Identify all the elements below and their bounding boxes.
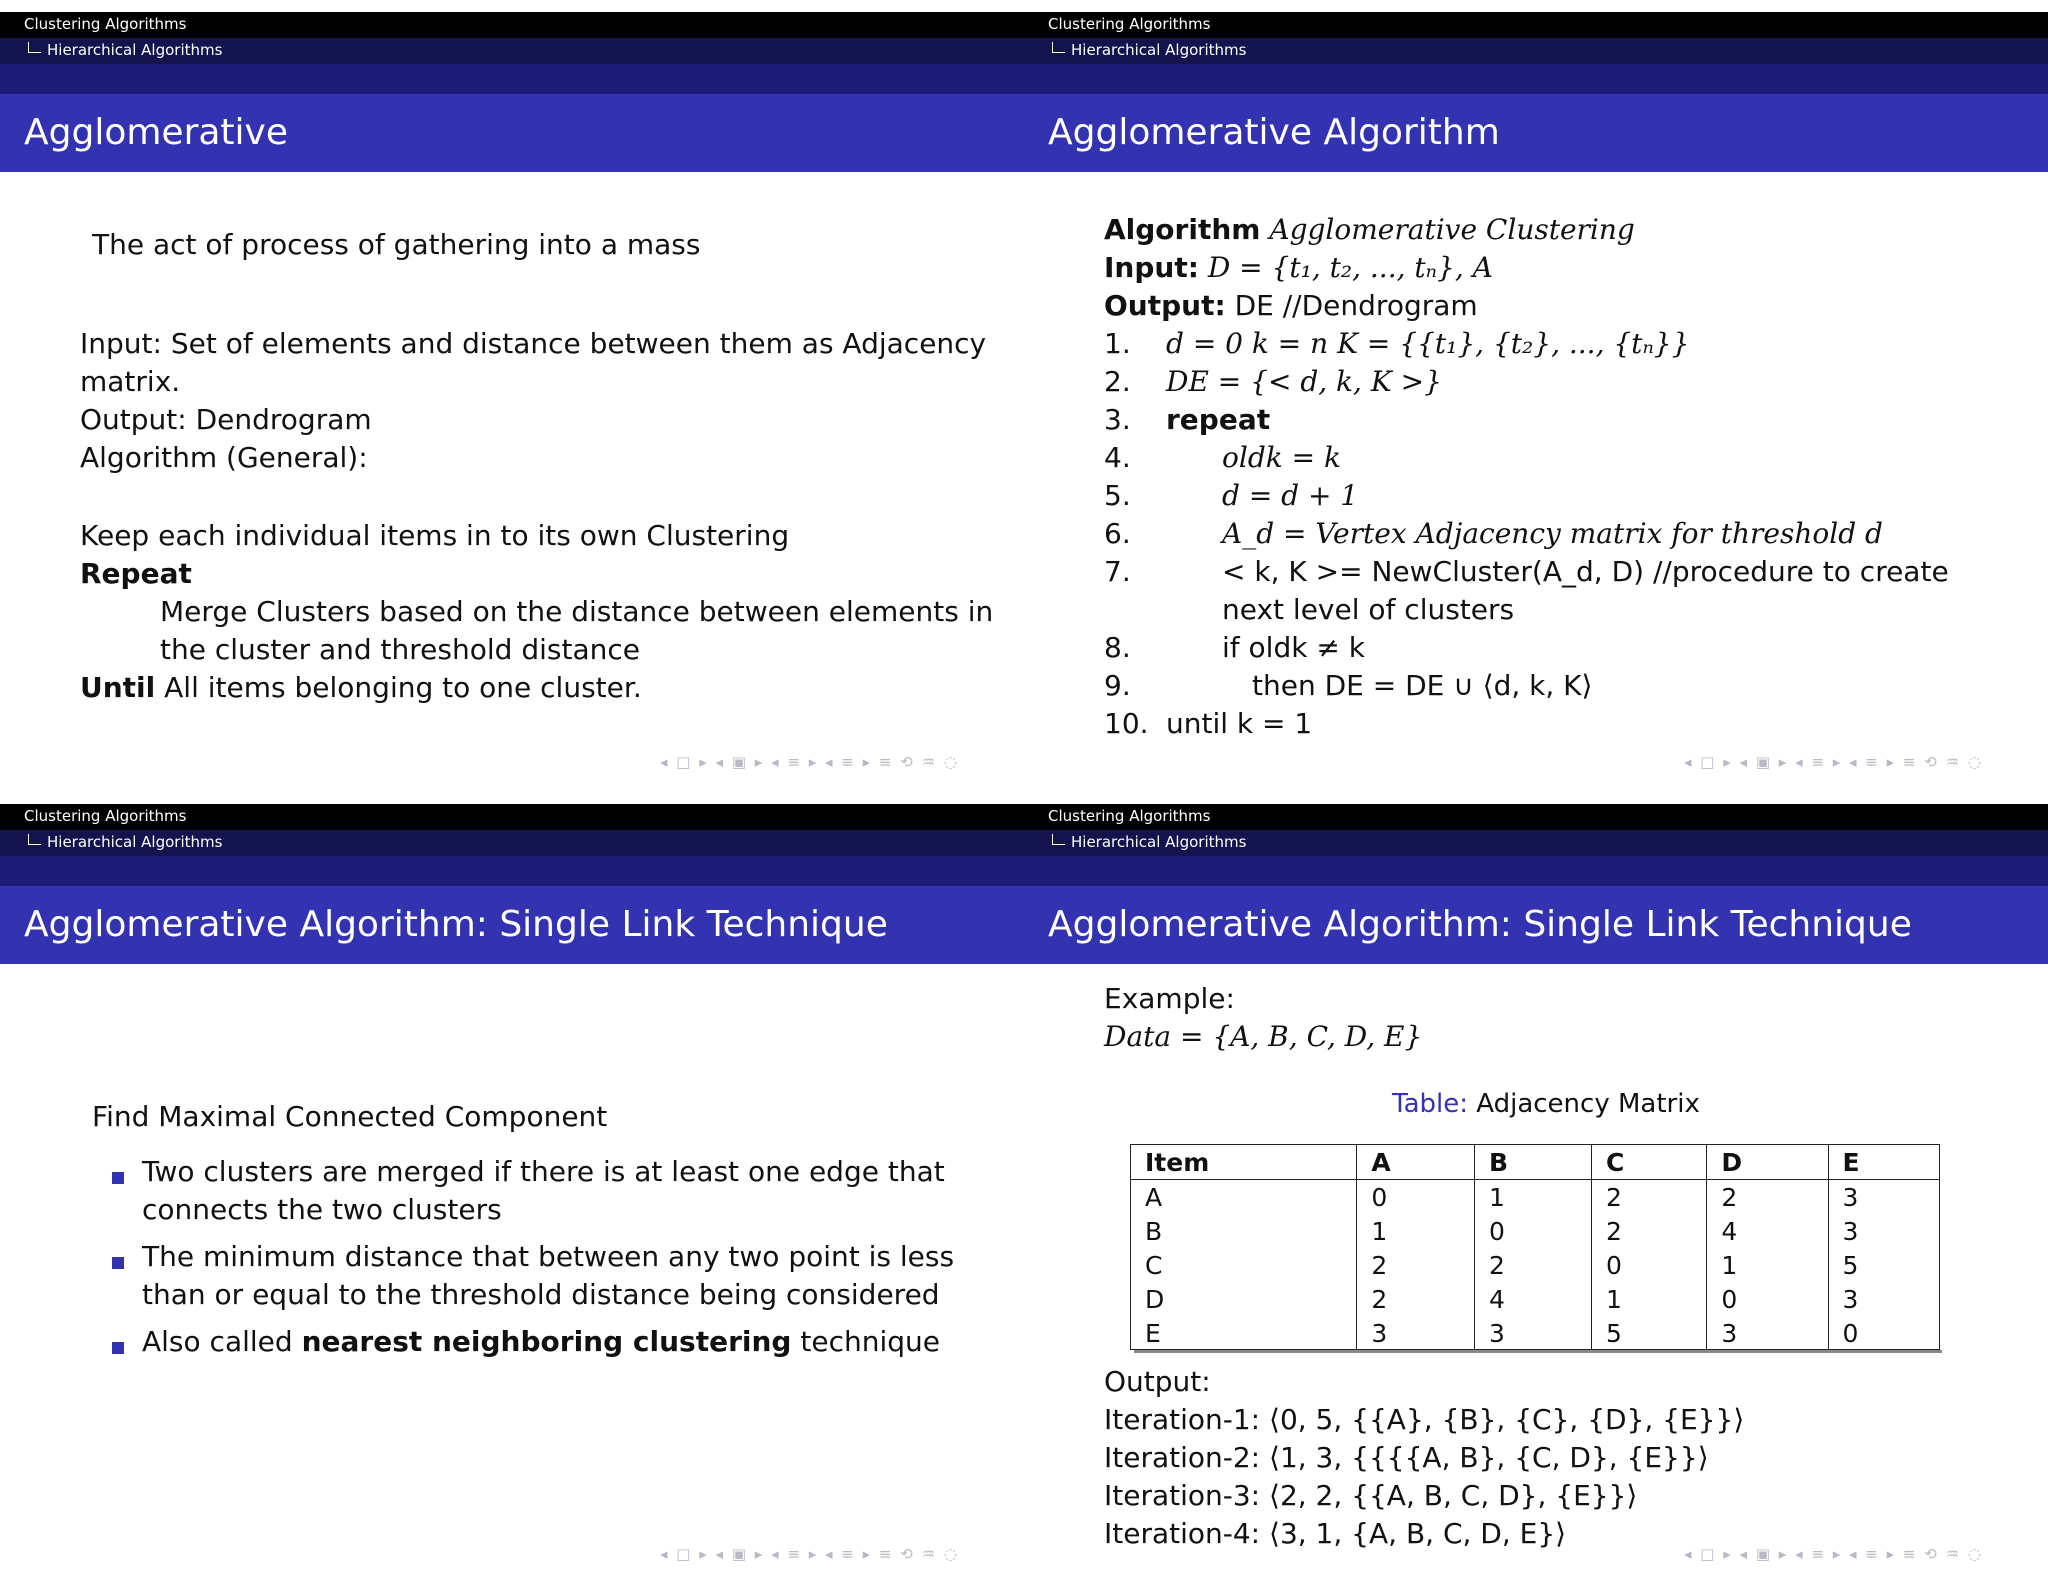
- iteration-line: Iteration-3: ⟨2, 2, {{A, B, C, D}, {E}}⟩: [1104, 1479, 1638, 1512]
- bullet2-line1: The minimum distance that between any two point is less: [142, 1240, 955, 1273]
- table-cell: 2: [1592, 1180, 1707, 1215]
- merge-text-line2: the cluster and threshold distance: [160, 633, 640, 666]
- bullet2-line2: than or equal to the threshold distance being considered: [142, 1278, 940, 1311]
- step-text: DE = {< d, k, K >}: [1166, 365, 1442, 398]
- step-text: < k, K >= NewCluster(A_d, D) //procedure to create: [1222, 555, 1949, 588]
- bullet1-line2: connects the two clusters: [142, 1193, 502, 1226]
- slide-title: Agglomerative: [24, 112, 289, 153]
- table-cell: 1: [1475, 1180, 1592, 1215]
- input-line: Input: D = {t₁, t₂, ..., tₙ}, A: [1104, 251, 1493, 284]
- input-text-line2: matrix.: [80, 365, 181, 398]
- table-cell: 1: [1592, 1282, 1707, 1316]
- step-num: 3.: [1104, 403, 1131, 436]
- table-header-cell: A: [1357, 1145, 1475, 1180]
- output-text: Output: Dendrogram: [80, 403, 372, 436]
- table-header-cell: E: [1828, 1145, 1939, 1180]
- step-num: 7.: [1104, 555, 1131, 588]
- step-num: 10.: [1104, 707, 1149, 740]
- bullet-icon: [112, 1342, 124, 1354]
- table-row: [1131, 1214, 1939, 1248]
- subsection-label: Hierarchical Algorithms: [28, 41, 222, 59]
- example-label: Example:: [1104, 982, 1235, 1015]
- table-cell: 3: [1707, 1316, 1828, 1350]
- heading-text: Find Maximal Connected Component: [92, 1100, 608, 1133]
- adjacency-table-frame: [1130, 1144, 1940, 1350]
- output-label: Output:: [1104, 1365, 1211, 1398]
- table-caption: Table: Adjacency Matrix: [1392, 1089, 1700, 1119]
- step-num: 4.: [1104, 441, 1131, 474]
- section-label: Clustering Algorithms: [1048, 807, 1211, 825]
- table-cell: 3: [1357, 1316, 1475, 1350]
- table-row: [1131, 1180, 1939, 1215]
- header-spacer-bar: [0, 64, 1024, 94]
- table-cell: 3: [1828, 1180, 1939, 1215]
- title-bar: [0, 94, 1024, 172]
- slide-single-link-example: [1024, 792, 2048, 1582]
- bullet1-line1: Two clusters are merged if there is at least one edge that: [142, 1155, 945, 1188]
- subsection-label: Hierarchical Algorithms: [1052, 833, 1246, 851]
- title-bar: [0, 886, 1024, 964]
- slide-agglomerative: [0, 0, 1024, 790]
- step-num: 8.: [1104, 631, 1131, 664]
- tree-branch-icon: [28, 834, 41, 845]
- step-text: d = 0 k = n K = {{t₁}, {t₂}, ..., {tₙ}}: [1166, 327, 1690, 360]
- subsection-label: Hierarchical Algorithms: [28, 833, 222, 851]
- table-cell: C: [1145, 1250, 1163, 1280]
- slide-agglomerative-algorithm: [1024, 0, 2048, 790]
- step-num: 2.: [1104, 365, 1131, 398]
- table-cell: 5: [1592, 1316, 1707, 1350]
- table-cell: 1: [1357, 1214, 1475, 1248]
- tree-branch-icon: [28, 42, 41, 53]
- step-num: 1.: [1104, 327, 1131, 360]
- adjacency-table: [1131, 1145, 1939, 1350]
- header-spacer-bar: [0, 856, 1024, 886]
- section-label: Clustering Algorithms: [24, 807, 187, 825]
- beamer-nav-controls[interactable]: ◂ □ ▸ ◂ ▣ ▸ ◂ ≡ ▸ ◂ ≡ ▸ ≡ ⟲ ♒ ◌: [660, 1545, 959, 1563]
- step-num: 6.: [1104, 517, 1131, 550]
- table-cell: 0: [1475, 1214, 1592, 1248]
- slide-title: Agglomerative Algorithm: [1048, 112, 1500, 153]
- subsection-label: Hierarchical Algorithms: [1052, 41, 1246, 59]
- table-cell: 3: [1475, 1316, 1592, 1350]
- step-text: d = d + 1: [1222, 479, 1359, 512]
- slide-single-link: [0, 792, 1024, 1582]
- step-text: A_d = Vertex Adjacency matrix for threshold d: [1222, 517, 1883, 550]
- step-text: repeat: [1166, 403, 1271, 436]
- step-num: 5.: [1104, 479, 1131, 512]
- table-row: [1131, 1248, 1939, 1282]
- table-cell: 0: [1592, 1248, 1707, 1282]
- output-line: Output: DE //Dendrogram: [1104, 289, 1478, 322]
- slide-title: Agglomerative Algorithm: Single Link Technique: [24, 904, 888, 945]
- table-cell: 2: [1592, 1214, 1707, 1248]
- table-cell: 3: [1828, 1282, 1939, 1316]
- table-cell: 4: [1475, 1282, 1592, 1316]
- repeat-keyword: Repeat: [80, 557, 192, 590]
- beamer-nav-controls[interactable]: ◂ □ ▸ ◂ ▣ ▸ ◂ ≡ ▸ ◂ ≡ ▸ ≡ ⟲ ♒ ◌: [660, 753, 959, 771]
- algorithm-text: Algorithm (General):: [80, 441, 368, 474]
- keep-text: Keep each individual items in to its own Clustering: [80, 519, 790, 552]
- step-text: then DE = DE ∪ ⟨d, k, K⟩: [1252, 669, 1593, 702]
- step-text: oldk = k: [1222, 441, 1341, 474]
- table-cell: 2: [1475, 1248, 1592, 1282]
- input-text-line1: Input: Set of elements and distance between them as Adjacency: [80, 327, 987, 360]
- table-cell: D: [1145, 1284, 1165, 1314]
- header-spacer-bar: [1024, 64, 2048, 94]
- data-line: Data = {A, B, C, D, E}: [1104, 1020, 1423, 1053]
- merge-text-line1: Merge Clusters based on the distance between elements in: [160, 595, 994, 628]
- table-cell: A: [1145, 1182, 1163, 1212]
- section-label: Clustering Algorithms: [24, 15, 187, 33]
- iteration-line: Iteration-1: ⟨0, 5, {{A}, {B}, {C}, {D}, {E}}⟩: [1104, 1403, 1745, 1436]
- step-text: until k = 1: [1166, 707, 1313, 740]
- iteration-line: Iteration-2: ⟨1, 3, {{{{A, B}, {C, D}, {E}}⟩: [1104, 1441, 1709, 1474]
- until-text: Until All items belonging to one cluster.: [80, 671, 642, 704]
- table-header-cell: Item: [1131, 1145, 1357, 1180]
- table-cell: 2: [1707, 1180, 1828, 1215]
- table-header-cell: D: [1707, 1145, 1828, 1180]
- table-header-cell: C: [1592, 1145, 1707, 1180]
- table-row: [1131, 1282, 1939, 1316]
- table-cell: 5: [1828, 1248, 1939, 1282]
- beamer-nav-controls[interactable]: ◂ □ ▸ ◂ ▣ ▸ ◂ ≡ ▸ ◂ ≡ ▸ ≡ ⟲ ♒ ◌: [1684, 753, 1983, 771]
- tree-branch-icon: [1052, 42, 1065, 53]
- table-cell: 0: [1828, 1316, 1939, 1350]
- table-row: [1131, 1316, 1939, 1350]
- title-bar: [1024, 886, 2048, 964]
- header-spacer-bar: [1024, 856, 2048, 886]
- definition-text: The act of process of gathering into a mass: [92, 228, 701, 261]
- tree-branch-icon: [1052, 834, 1065, 845]
- table-cell: E: [1145, 1318, 1161, 1348]
- table-cell: 3: [1828, 1214, 1939, 1248]
- table-cell: B: [1145, 1216, 1163, 1246]
- algorithm-header: Algorithm Agglomerative Clustering: [1104, 213, 1635, 246]
- step-text: if oldk ≠ k: [1222, 631, 1365, 664]
- bullet-icon: [112, 1172, 124, 1184]
- table-header-row: [1131, 1145, 1939, 1180]
- bullet3-line: Also called nearest neighboring clustering technique: [142, 1325, 940, 1358]
- iteration-line: Iteration-4: ⟨3, 1, {A, B, C, D, E}⟩: [1104, 1517, 1567, 1550]
- bullet-icon: [112, 1257, 124, 1269]
- table-cell: 2: [1357, 1282, 1475, 1316]
- table-cell: 2: [1357, 1248, 1475, 1282]
- beamer-nav-controls[interactable]: ◂ □ ▸ ◂ ▣ ▸ ◂ ≡ ▸ ◂ ≡ ▸ ≡ ⟲ ♒ ◌: [1684, 1545, 1983, 1563]
- table-cell: 4: [1707, 1214, 1828, 1248]
- slide-title: Agglomerative Algorithm: Single Link Technique: [1048, 904, 1912, 945]
- table-header-cell: B: [1475, 1145, 1592, 1180]
- table-cell: 1: [1707, 1248, 1828, 1282]
- section-label: Clustering Algorithms: [1048, 15, 1211, 33]
- step-text: next level of clusters: [1222, 593, 1515, 626]
- table-cell: 0: [1357, 1180, 1475, 1215]
- title-bar: [1024, 94, 2048, 172]
- step-num: 9.: [1104, 669, 1131, 702]
- table-shadow: [1134, 1350, 1942, 1353]
- table-cell: 0: [1707, 1282, 1828, 1316]
